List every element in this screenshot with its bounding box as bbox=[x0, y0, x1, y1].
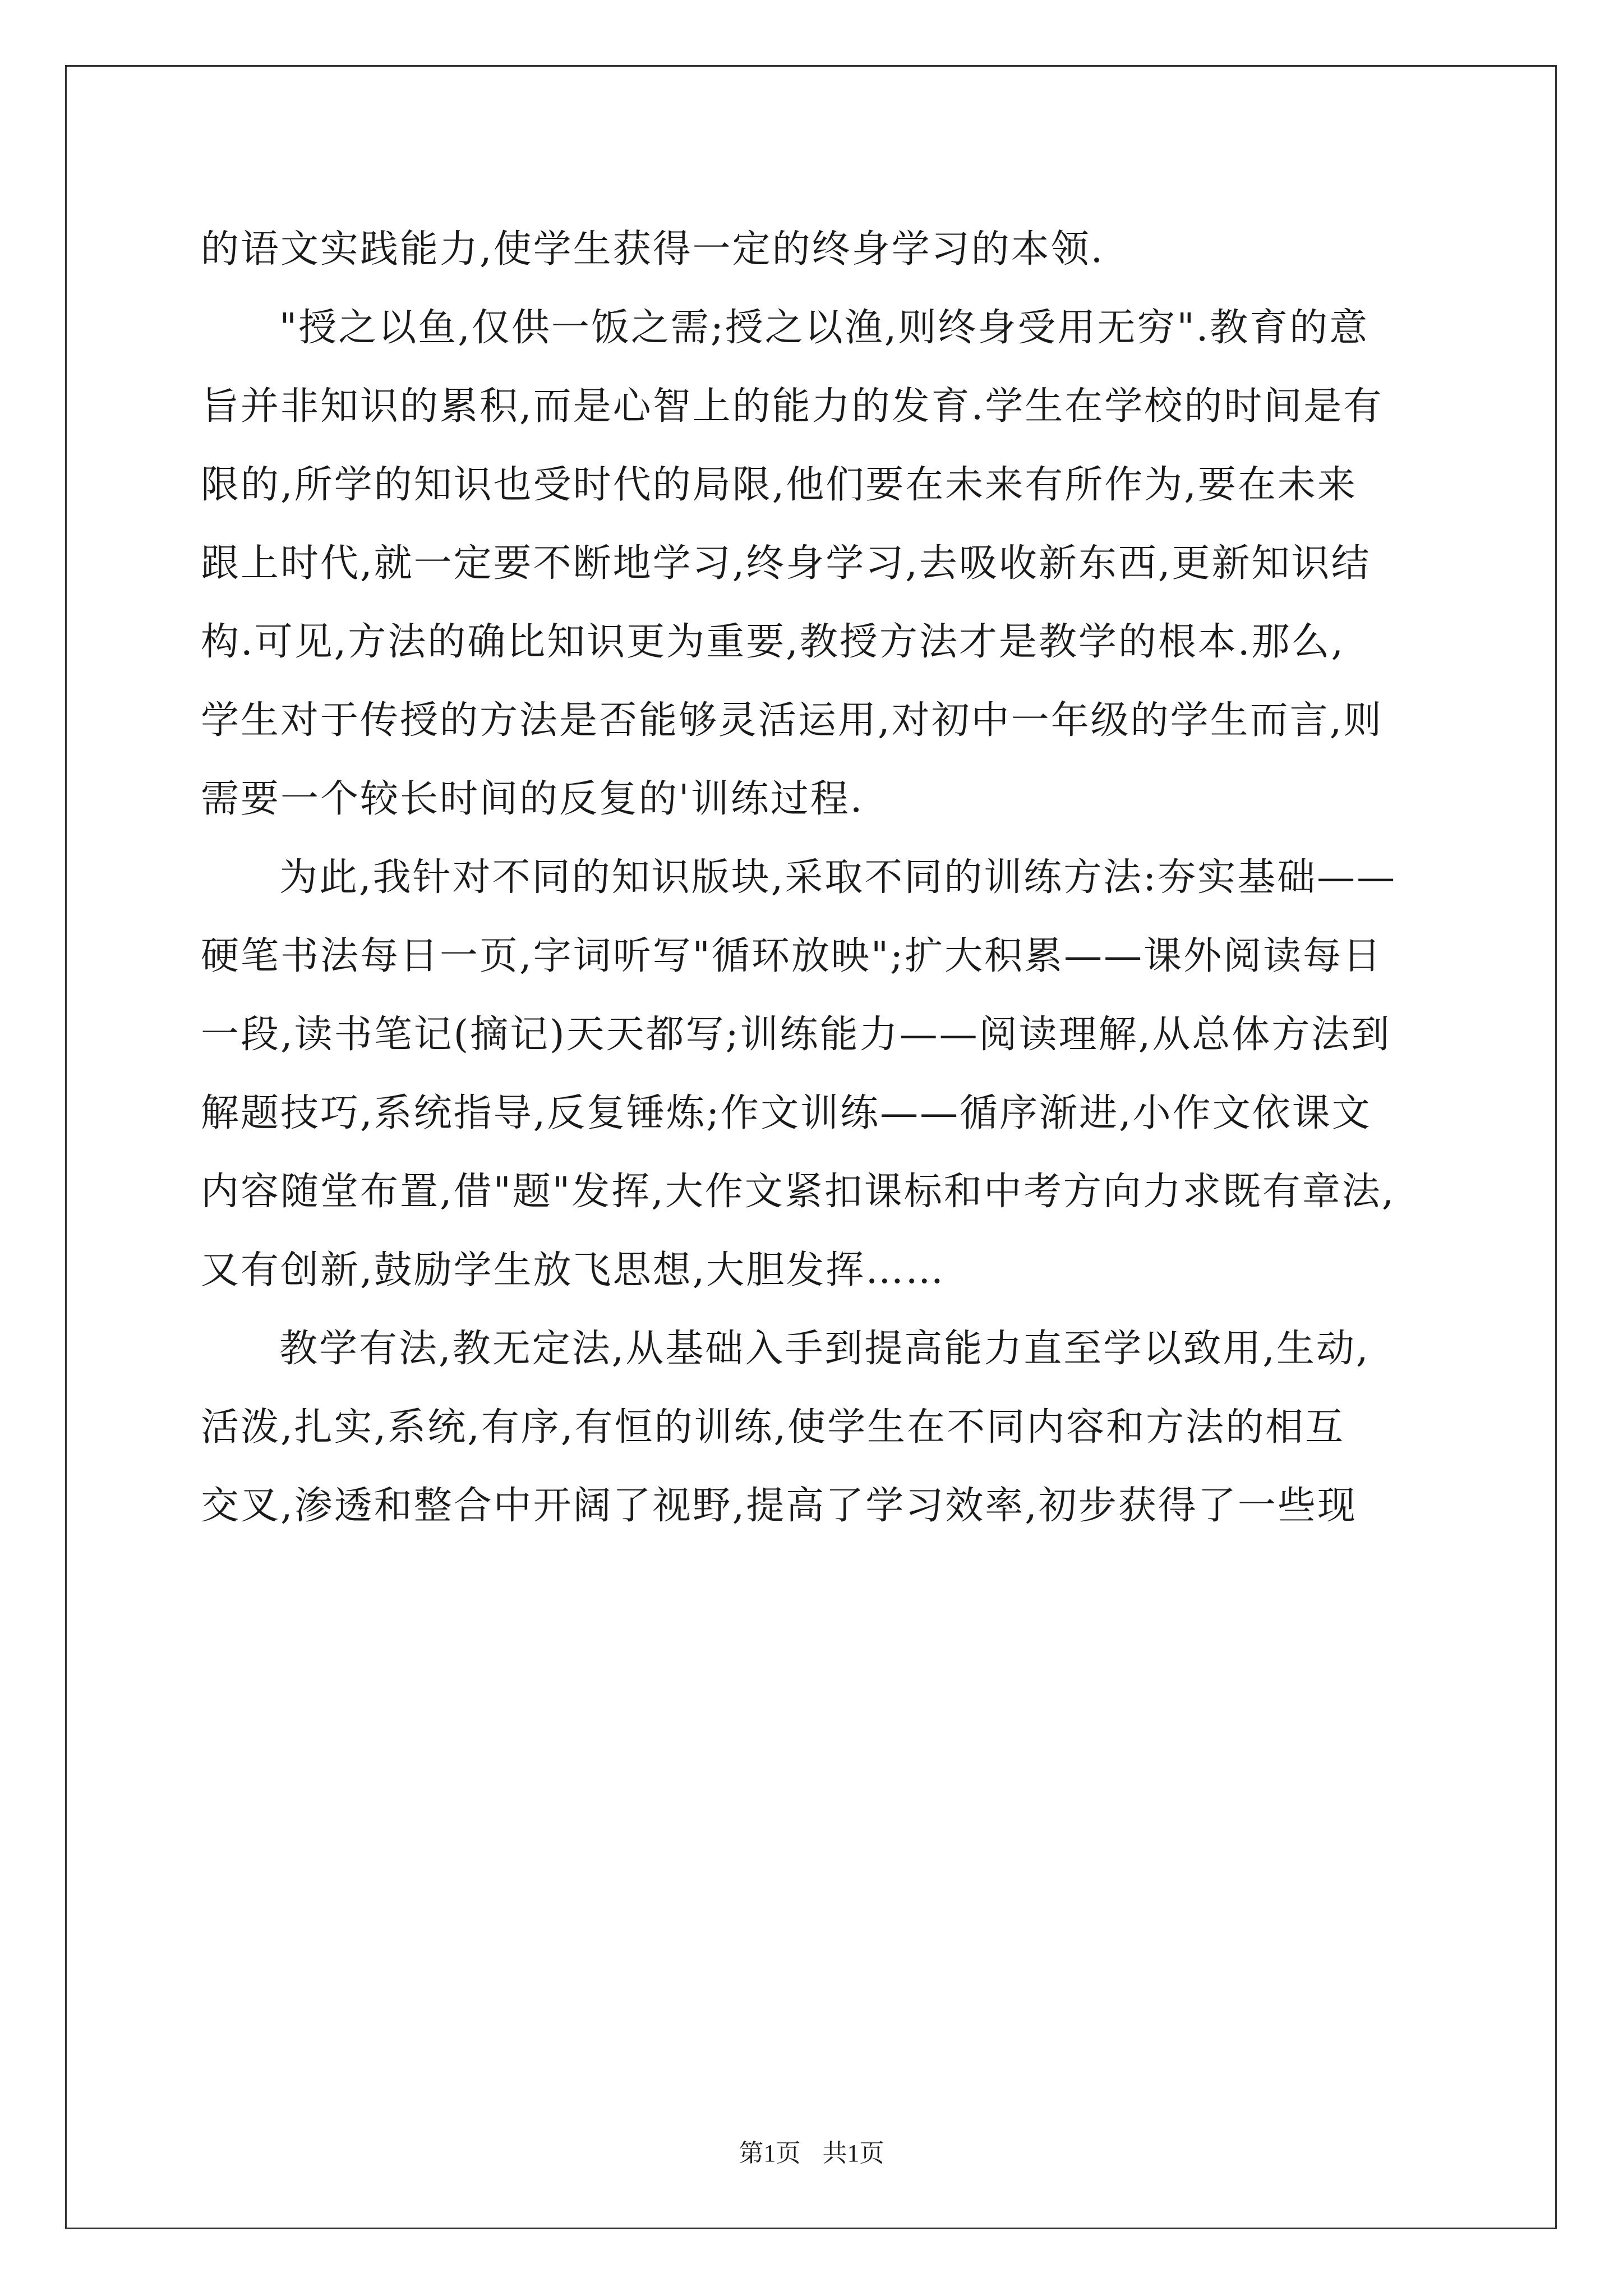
text-line: 构.可见,方法的确比知识更为重要,教授方法才是教学的根本.那么, bbox=[201, 620, 1345, 664]
text-line: 内容随堂布置,借"题"发挥,大作文紧扣课标和中考方向力求既有章法, bbox=[201, 1170, 1396, 1214]
text-line: 交叉,渗透和整合中开阔了视野,提高了学习效率,初步获得了一些现 bbox=[201, 1484, 1357, 1528]
text-line: 一段,读书笔记(摘记)天天都写;训练能力——阅读理解,从总体方法到 bbox=[201, 1013, 1391, 1057]
page-footer bbox=[0, 2133, 1623, 2169]
text-line: 活泼,扎实,系统,有序,有恒的训练,使学生在不同内容和方法的相互 bbox=[201, 1405, 1345, 1450]
page-number-current: 第1页 bbox=[739, 2139, 801, 2167]
page-number-total: 共1页 bbox=[822, 2139, 884, 2167]
text-line: 硬笔书法每日一页,字词听写"循环放映";扩大积累——课外阅读每日 bbox=[201, 934, 1383, 978]
text-line: 学生对于传授的方法是否能够灵活运用,对初中一年级的学生而言,则 bbox=[201, 698, 1384, 743]
text-line: 跟上时代,就一定要不断地学习,终身学习,去吸收新东西,更新知识结 bbox=[201, 541, 1371, 586]
text-line: 限的,所学的知识也受时代的局限,他们要在未来有所作为,要在未来 bbox=[201, 463, 1357, 507]
text-line: "授之以鱼,仅供一饭之需;授之以渔,则终身受用无穷".教育的意 bbox=[279, 306, 1370, 350]
text-line: 旨并非知识的累积,而是心智上的能力的发育.学生在学校的时间是有 bbox=[201, 384, 1384, 429]
text-line: 需要一个较长时间的反复的'训练过程. bbox=[201, 777, 864, 821]
text-line: 教学有法,教无定法,从基础入手到提高能力直至学以致用,生动, bbox=[279, 1327, 1370, 1371]
text-line: 解题技巧,系统指导,反复锤炼;作文训练——循序渐进,小作文依课文 bbox=[201, 1091, 1372, 1135]
text-line: 为此,我针对不同的知识版块,采取不同的训练方法:夯实基础—— bbox=[279, 855, 1397, 900]
text-line: 又有创新,鼓励学生放飞思想,大胆发挥…… bbox=[201, 1248, 946, 1292]
document-body bbox=[201, 210, 1457, 1545]
text-line: 的语文实践能力,使学生获得一定的终身学习的本领. bbox=[201, 227, 1105, 272]
